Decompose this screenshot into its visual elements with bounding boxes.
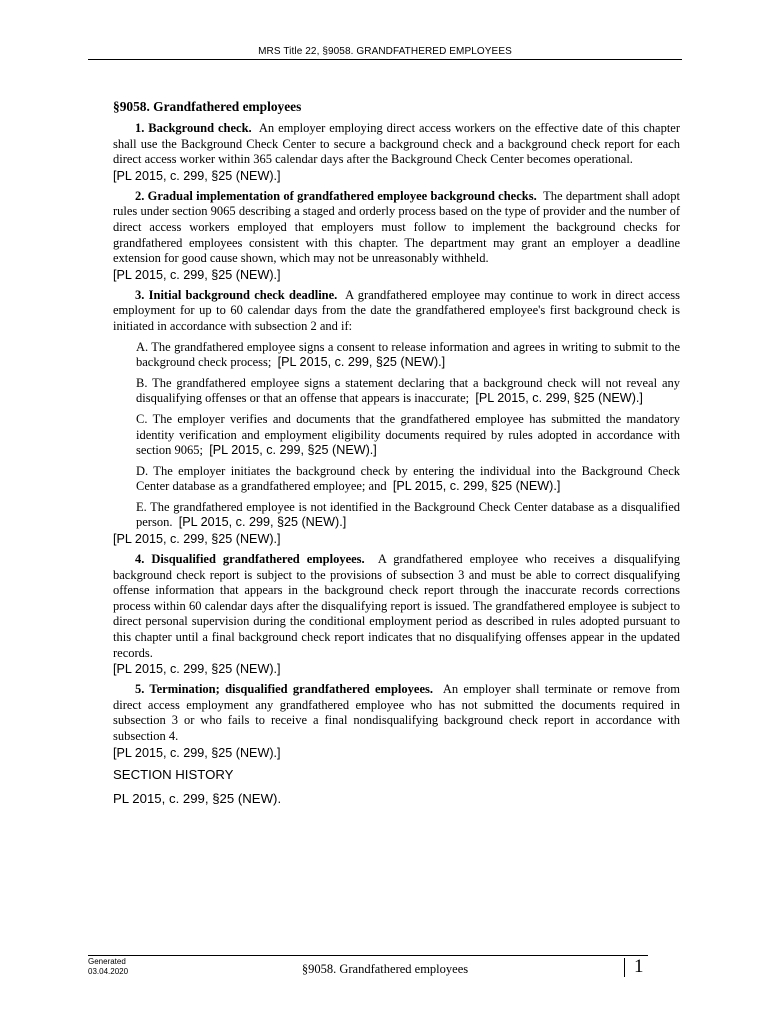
subsection-2-text: The department shall adopt rules under section 9065 describing a staged and orderly process based on the type of provider and the number of direct access workers employed that employers must follow to implement the background checks for grandfathered employees consistent with this chapter. The department may grant an employer a deadline extension for good cause shown, which may not be unreasonably withheld.: [113, 188, 680, 266]
subsection-5-history: [PL 2015, c. 299, §25 (NEW).]: [113, 745, 281, 760]
section-title: §9058. Grandfathered employees: [113, 99, 302, 114]
paragraph-a-history: [PL 2015, c. 299, §25 (NEW).]: [277, 355, 446, 370]
subsection-4-history: [PL 2015, c. 299, §25 (NEW).]: [113, 662, 281, 677]
subsection-3-text: A grandfathered employee may continue to work in direct access employment for up to 60 calendar days from the date the grandfathered employee's first background check is initiated in accordance with subsection 2 and if:: [113, 287, 681, 333]
paragraph-a-text: A. The grandfathered employee signs a consent to release information and agrees in writing to submit to the background check process;: [136, 339, 680, 370]
subsection-3-heading: 3. Initial background check deadline.: [135, 287, 338, 302]
paragraph-b: [136, 376, 680, 407]
paragraph-d: [136, 464, 680, 495]
paragraph-e-history: [PL 2015, c. 299, §25 (NEW).]: [178, 515, 347, 530]
footer-title: §9058. Grandfathered employees: [301, 962, 469, 976]
subsection-1: [113, 121, 680, 168]
page-number-divider: [624, 958, 625, 977]
subsection-1-history: [PL 2015, c. 299, §25 (NEW).]: [113, 168, 281, 183]
footer-divider: [88, 955, 648, 956]
subsection-2: [113, 189, 680, 267]
paragraph-b-history: [PL 2015, c. 299, §25 (NEW).]: [475, 391, 643, 406]
subsection-1-text: An employer employing direct access workers on the effective date of this chapter shall use the Background Check Center to secure a background check and a background check report for each direct access worker within 365 calendar days after the Background Check Center becomes operational.: [113, 121, 680, 167]
paragraph-a: [136, 340, 680, 371]
subsection-1-heading: 1. Background check.: [135, 121, 252, 135]
running-header: MRS Title 22, §9058. GRANDFATHERED EMPLOYEES: [258, 46, 512, 57]
header-divider: [88, 59, 682, 60]
subsection-3-history: [PL 2015, c. 299, §25 (NEW).]: [113, 532, 281, 547]
subsection-2-history: [PL 2015, c. 299, §25 (NEW).]: [113, 267, 281, 282]
paragraph-e-text: E. The grandfathered employee is not identified in the Background Check Center database as a disqualified person.: [136, 499, 680, 530]
subsection-4: [113, 552, 680, 661]
subsection-5-heading: 5. Termination; disqualified grandfathered employees.: [135, 682, 433, 697]
paragraph-b-text: B. The grandfathered employee signs a statement declaring that a background check will not reveal any disqualifying offenses or that an offense that appears is inaccurate;: [136, 375, 680, 406]
paragraph-c-text: C. The employer verifies and documents that the grandfathered employee has submitted the mandatory identity verification and employment eligibility documents required by rules adopted in accordance with section 9065;: [136, 411, 680, 458]
paragraph-e: [136, 500, 680, 531]
paragraph-d-history: [PL 2015, c. 299, §25 (NEW).]: [392, 479, 561, 494]
generated-date: 03.04.2020: [88, 966, 129, 976]
section-history-text: PL 2015, c. 299, §25 (NEW).: [113, 790, 282, 806]
generated-label: Generated: [88, 957, 126, 966]
paragraph-c-history: [PL 2015, c. 299, §25 (NEW).]: [209, 443, 377, 458]
subsection-4-text: A grandfathered employee who receives a disqualifying background check report is subject to the provisions of subsection 3 and must be able to correct disqualifying offense information that appears in the background check report through the inaccurate records corrections process within 60 calendar days after the disqualifying report is issued. The grandfathered employee is subject to direct personal supervision during the conditional employment period as described in rules adopted pursuant to this chapter until a final background check report indicates that no disqualifying offenses appear in the updated records.: [113, 552, 680, 660]
subsection-4-heading: 4. Disqualified grandfathered employees.: [135, 552, 365, 567]
subsection-5-text: An employer shall terminate or remove from direct access employment any grandfathered employee who has not submitted the documents required in subsection 3 or who fails to receive a final nondisqualifying background check report in accordance with subsection 4.: [113, 682, 681, 743]
document-body: [113, 99, 680, 807]
subsection-2-heading: 2. Gradual implementation of grandfathered employee background checks.: [135, 188, 537, 203]
paragraph-d-text: D. The employer initiates the background check by entering the individual into the Background Check Center database as a grandfathered employee; and: [136, 463, 680, 494]
page-number: 1: [634, 956, 644, 977]
paragraph-c: [136, 412, 680, 459]
section-history-label: SECTION HISTORY: [113, 766, 234, 782]
subsection-5: [113, 682, 680, 744]
generated-stamp: [88, 957, 128, 976]
subsection-3: [113, 288, 680, 335]
